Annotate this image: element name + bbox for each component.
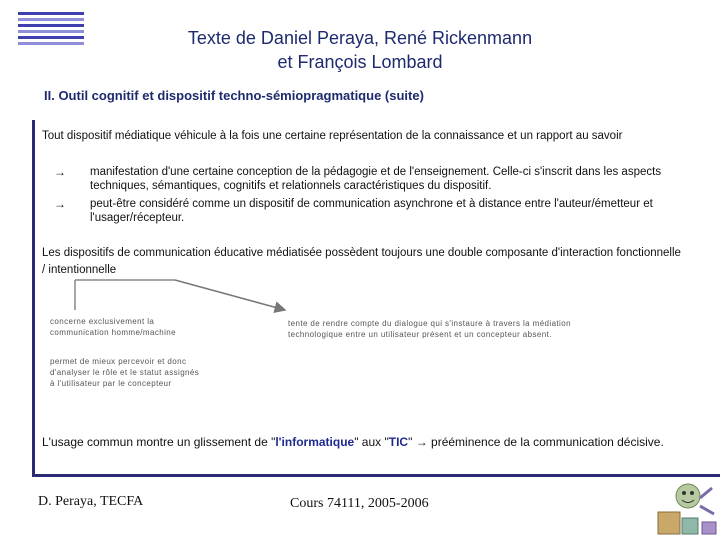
interaction-paragraph: Les dispositifs de communication éducative médiatisée possèdent toujours une double composante d'interaction fonctionnelle / intentionnelle [42,247,681,276]
note-intentional: tente de rendre compte du dialogue qui s'instaure à travers la médiation technologique entre un utilisateur présent et un concepteur absent. [288,319,571,339]
conclusion-paragraph [42,435,702,450]
bullet-text-1: manifestation d'une certaine conception de la pédagogie et de l'enseignement. Celle-ci s'inscrit dans les aspects techniques, sémantiques, cognitifs et relationnels caractéristiques du dispositif. [90,166,662,192]
bullet-text-2: peut-être considéré comme un dispositif de communication asynchrone et à distance entre l'auteur/émetteur et l'usager/récepteur. [90,198,653,224]
section-subtitle: II. Outil cognitif et dispositif techno-sémiopragmatique (suite) [44,88,424,103]
header-decoration-lines [18,12,84,52]
intro-paragraph: Tout dispositif médiatique véhicule à la fois une certaine représentation de la connaissance et un rapport au savoir [42,130,623,142]
mascot-illustration-icon [652,478,720,540]
title-line-2: et François Lombard [277,52,443,72]
arrow-icon: → [54,165,66,179]
conclusion-text-after: " → prééminence de la communication décisive. [408,435,664,449]
title-line-1: Texte de Daniel Peraya, René Rickenmann [187,28,533,48]
note-functional: concerne exclusivement la communication homme/machine [50,317,176,337]
arrow-icon: → [54,197,66,211]
term-tic: TIC [388,435,409,449]
note-role: permet de mieux percevoir et donc d'analyser le rôle et le statut assignés à l'utilisateur par le concepteur [50,357,200,388]
left-border-bar [32,120,35,476]
footer-course: Cours 74111, 2005-2006 [290,496,429,511]
term-informatique: l'informatique [275,435,355,449]
footer-author: D. Peraya, TECFA [38,494,144,509]
conclusion-text-mid: " aux " [354,435,389,449]
bottom-border-bar [32,474,720,477]
page-title [120,26,600,74]
interaction-diagram [60,270,300,320]
diagram-arrow-line [175,280,285,310]
conclusion-text-before: L'usage commun montre un glissement de " [42,435,276,449]
